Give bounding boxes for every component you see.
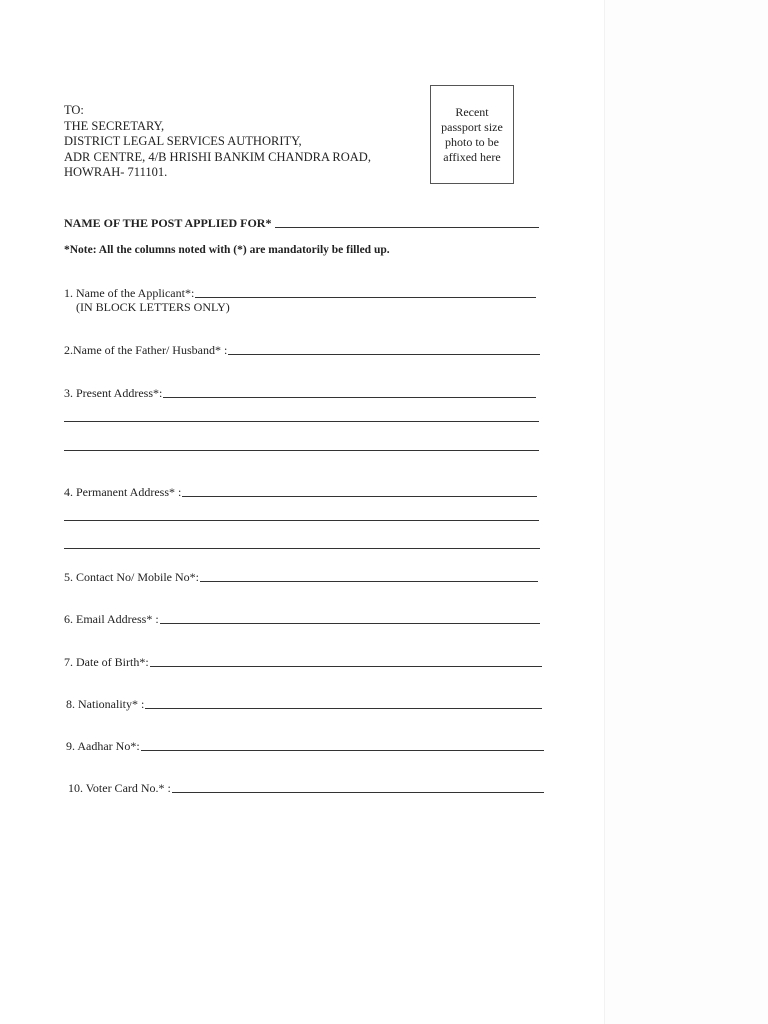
address-line: TO: (64, 103, 84, 117)
address-line: DISTRICT LEGAL SERVICES AUTHORITY, (64, 134, 302, 148)
field-voter-card-number (68, 781, 544, 796)
field-label: 3. Present Address*: (64, 386, 163, 400)
post-applied-label: NAME OF THE POST APPLIED FOR* (64, 216, 272, 230)
post-applied-row (64, 216, 539, 231)
permanent-address-line-3[interactable] (64, 548, 540, 549)
photo-placeholder-box (430, 85, 514, 184)
field-label: 1. Name of the Applicant*: (64, 286, 195, 300)
field-label: 10. Voter Card No.* : (68, 781, 171, 795)
present-address-line-2[interactable] (64, 421, 539, 422)
block-letters-hint: (IN BLOCK LETTERS ONLY) (76, 300, 230, 314)
field-permanent-address (64, 485, 537, 500)
recipient-address (64, 103, 371, 181)
photo-box-line: affixed here (443, 149, 501, 164)
field-father-husband-name (64, 343, 540, 358)
father-husband-name-blank[interactable] (228, 354, 540, 355)
photo-box-line: photo to be (445, 134, 499, 149)
field-applicant-name (64, 286, 536, 301)
field-label: 2.Name of the Father/ Husband* : (64, 343, 228, 357)
present-address-blank[interactable] (163, 397, 536, 398)
field-label: 8. Nationality* : (66, 697, 145, 711)
field-label: 7. Date of Birth*: (64, 655, 149, 669)
nationality-blank[interactable] (145, 708, 542, 709)
permanent-address-line-2[interactable] (64, 520, 539, 521)
address-line: THE SECRETARY, (64, 118, 165, 133)
field-label: 5. Contact No/ Mobile No*: (64, 570, 199, 584)
mandatory-note: *Note: All the columns noted with (*) are mandatorily be filled up. (64, 244, 390, 256)
address-line: ADR CENTRE, 4/B HRISHI BANKIM CHANDRA ROAD, (64, 149, 371, 164)
aadhar-number-blank[interactable] (141, 750, 544, 751)
photo-box-line: Recent (455, 104, 489, 119)
field-label: 6. Email Address* : (64, 612, 159, 626)
email-address-blank[interactable] (160, 623, 540, 624)
date-of-birth-blank[interactable] (150, 666, 542, 667)
field-label: 4. Permanent Address* : (64, 485, 182, 499)
field-present-address (64, 386, 536, 401)
photo-box-line: passport size (441, 119, 503, 134)
permanent-address-blank[interactable] (182, 496, 537, 497)
field-email-address (64, 612, 540, 627)
field-nationality (66, 697, 542, 712)
applicant-name-blank[interactable] (195, 297, 536, 298)
field-label: 9. Aadhar No*: (66, 739, 140, 753)
present-address-line-3[interactable] (64, 450, 539, 451)
post-applied-blank[interactable] (275, 227, 539, 228)
voter-card-number-blank[interactable] (172, 792, 544, 793)
field-contact-number (64, 570, 538, 585)
field-date-of-birth (64, 655, 542, 670)
field-aadhar-number (66, 739, 544, 754)
contact-number-blank[interactable] (200, 581, 538, 582)
address-line: HOWRAH- 711101. (64, 165, 168, 179)
